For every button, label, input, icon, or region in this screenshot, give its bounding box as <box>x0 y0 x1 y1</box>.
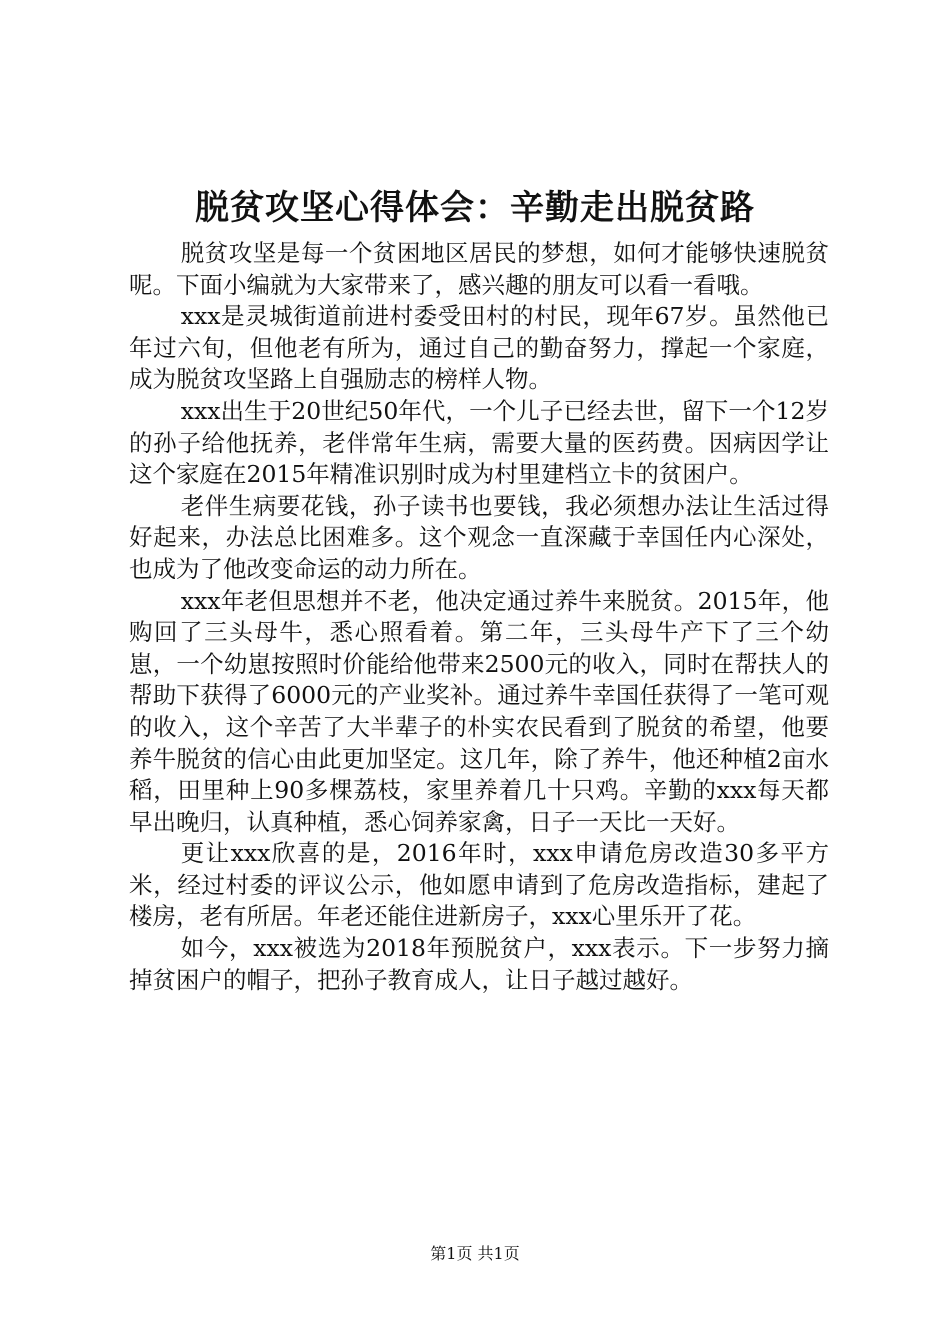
paragraph: 如今，xxx被选为2018年预脱贫户，xxx表示。下一步努力摘掉贫困户的帽子，把孙子教育成人，让日子越过越好。 <box>129 934 829 994</box>
paragraph: 脱贫攻坚是每一个贫困地区居民的梦想，如何才能够快速脱贫呢。下面小编就为大家带来了，感兴趣的朋友可以看一看哦。 <box>129 239 829 299</box>
paragraph: xxx出生于20世纪50年代，一个儿子已经去世，留下一个12岁的孙子给他抚养，老伴常年生病，需要大量的医药费。因病因学让这个家庭在2015年精准识别时成为村里建档立卡的贫困户。 <box>129 396 829 489</box>
paragraph: 更让xxx欣喜的是，2016年时，xxx申请危房改造30多平方米，经过村委的评议公示，他如愿申请到了危房改造指标，建起了楼房，老有所居。年老还能住进新房子，xxx心里乐开了花。 <box>129 839 829 931</box>
paragraph: xxx是灵城街道前进村委受田村的村民，现年67岁。虽然他已年过六旬，但他老有所为，通过自己的勤奋努力，撑起一个家庭，成为脱贫攻坚路上自强励志的榜样人物。 <box>129 302 829 394</box>
paragraph: 老伴生病要花钱，孙子读书也要钱，我必须想办法让生活过得好起来，办法总比困难多。这个观念一直深藏于幸国任内心深处，也成为了他改变命运的动力所在。 <box>129 491 829 583</box>
document-body <box>129 238 829 996</box>
paragraph: xxx年老但思想并不老，他决定通过养牛来脱贫。2015年，他购回了三头母牛，悉心照看着。第二年，三头母牛产下了三个幼崽，一个幼崽按照时价能给他带来2500元的收入，同时在帮扶人的帮助下获得了6000元的产业奖补。通过养牛幸国任获得了一笔可观的收入，这个辛苦了大半辈子的朴实农民看到了脱贫的希望，他要养牛脱贫的信心由此更加坚定。这几年，除了养牛，他还种植2亩水稻，田里种上90多棵荔枝，家里养着几十只鸡。辛勤的xxx每天都早出晚归，认真种植，悉心饲养家禽，日子一天比一天好。 <box>129 586 829 836</box>
page-footer: 第1页 共1页 <box>430 1244 520 1263</box>
document-title: 脱贫攻坚心得体会：辛勤走出脱贫路 <box>195 188 755 228</box>
